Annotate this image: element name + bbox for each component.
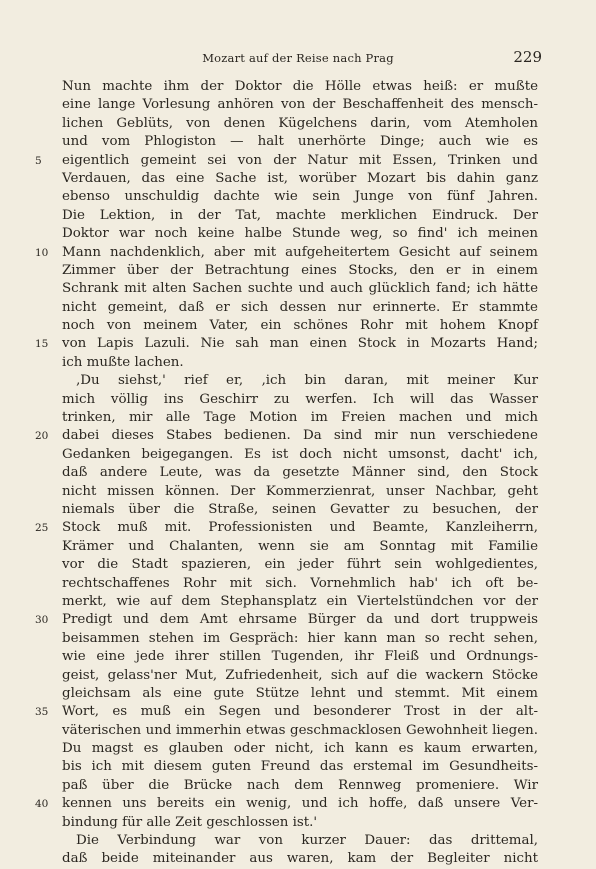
text-line: [62, 317, 538, 335]
text-line: [62, 648, 538, 666]
line-text: Gedanken beigegangen. Es ist doch nicht umsonst, dacht' ich,: [62, 446, 538, 462]
line-number: 20: [35, 430, 49, 443]
text-line: [62, 758, 538, 776]
line-text: väterischen und immerhin etwas geschmacklosen Gewohnheit liegen.: [62, 722, 538, 738]
line-text: mich völlig ins Geschirr zu werfen. Ich will das Wasser: [62, 391, 538, 407]
line-text: niemals über die Straße, seinen Gevatter zu besuchen, der: [62, 501, 538, 517]
line-text: Stock muß mit. Professionisten und Beamte, Kanzleiherrn,: [62, 520, 538, 536]
line-text: nicht gemeint, daß er sich dessen nur erinnerte. Er stammte: [62, 299, 538, 315]
text-line: [62, 593, 538, 611]
text-line: [62, 630, 538, 648]
text-line: [62, 464, 538, 482]
line-text: bindung für alle Zeit geschlossen ist.': [62, 814, 318, 830]
text-line: [62, 391, 538, 409]
line-text: merkt, wie auf dem Stephansplatz ein Viertelstündchen vor der: [62, 593, 538, 609]
text-line: [62, 538, 538, 556]
text-line: [62, 740, 538, 758]
line-text: Predigt und dem Amt ehrsame Bürger da und dort truppweis: [62, 612, 538, 628]
line-text: lichen Geblüts, von denen Kügelchens darin, vom Atemholen: [62, 115, 538, 131]
text-line: [62, 685, 538, 703]
line-text: bis ich mit diesem guten Freund das erstemal im Gesundheits-: [62, 759, 538, 775]
text-line: [62, 777, 538, 795]
line-text: wie eine jede ihrer stillen Tugenden, ihr Fleiß und Ordnungs-: [62, 649, 538, 665]
text-line: [62, 225, 538, 243]
text-line: [62, 96, 538, 114]
text-line: [62, 170, 538, 188]
text-line: [62, 354, 538, 372]
text-line: [62, 115, 538, 133]
line-text: Doktor war noch keine halbe Stunde weg, so find' ich meinen: [62, 226, 538, 242]
text-line: [62, 575, 538, 593]
line-text: ich mußte lachen.: [62, 354, 184, 370]
line-text: rechtschaffenes Rohr mit sich. Vornehmlich hab' ich oft be-: [62, 575, 538, 591]
line-text: Schrank mit alten Sachen suchte und auch glücklich fand; ich hätte: [62, 281, 538, 297]
line-number: 40: [35, 798, 49, 811]
line-text: nicht missen können. Der Kommerzienrat, unser Nachbar, geht: [62, 483, 538, 499]
text-line: [62, 78, 538, 96]
line-number: 30: [35, 614, 49, 627]
text-line: [62, 262, 538, 280]
text-line: [35, 795, 538, 813]
line-number: 25: [35, 522, 49, 535]
line-number: 35: [35, 706, 49, 719]
text-line: [62, 409, 538, 427]
line-text: Du magst es glauben oder nicht, ich kann es kaum erwarten,: [62, 741, 538, 757]
line-text: geist, gelass'ner Mut, Zufriedenheit, sich auf die wackern Stöcke: [62, 667, 538, 683]
line-text: von Lapis Lazuli. Nie sah man einen Stock in Mozarts Hand;: [62, 336, 538, 352]
line-text: paß über die Brücke nach dem Rennweg promeniere. Wir: [62, 777, 538, 793]
line-text: daß beide miteinander aus waren, kam der Begleiter nicht: [62, 851, 538, 867]
text-line: [62, 556, 538, 574]
text-line: [35, 703, 538, 721]
line-text: vor die Stadt spazieren, ein jeder führt sein wohlgedientes,: [62, 557, 538, 573]
line-text: ‚Du siehst,' rief er, ‚ich bin daran, mit meiner Kur: [76, 373, 538, 389]
line-text: dabei dieses Stabes bedienen. Da sind mir nun verschiedene: [62, 428, 538, 444]
text-line: [62, 207, 538, 225]
text-line: [62, 850, 538, 868]
line-text: Nun machte ihm der Doktor die Hölle etwas heiß: er mußte: [62, 79, 538, 94]
text-line: [35, 519, 538, 537]
line-text: Zimmer über der Betrachtung eines Stocks, den er in einem: [62, 262, 538, 278]
text-line: [62, 280, 538, 298]
line-number: 5: [35, 154, 42, 167]
running-title: Mozart auf der Reise nach Prag: [202, 51, 394, 65]
text-line: [35, 427, 538, 445]
text-line: [62, 372, 538, 390]
line-number: 15: [35, 338, 49, 351]
line-text: daß andere Leute, was da gesetzte Männer sind, den Stock: [62, 465, 538, 481]
line-number: 10: [35, 246, 49, 259]
text-line: [62, 667, 538, 685]
line-text: Wort, es muß ein Segen und besonderer Trost in der alt-: [62, 704, 538, 720]
line-text: noch von meinem Vater, ein schönes Rohr mit hohem Knopf: [62, 318, 538, 334]
page-header: [60, 48, 542, 68]
line-text: und vom Phlogiston — halt unerhörte Dinge; auch wie es: [62, 134, 538, 150]
body-text: [35, 78, 538, 869]
line-text: beisammen stehen im Gespräch: hier kann man so recht sehen,: [62, 630, 538, 646]
text-line: [62, 446, 538, 464]
line-text: Verdauen, das eine Sache ist, worüber Mozart bis dahin ganz: [62, 170, 538, 186]
line-text: Die Lektion, in der Tat, machte merklichen Eindruck. Der: [62, 207, 538, 223]
text-line: [35, 244, 538, 262]
line-text: eigentlich gemeint sei von der Natur mit Essen, Trinken und: [62, 152, 538, 168]
line-text: ebenso unschuldig dachte wie sein Junge von fünf Jahren.: [62, 189, 538, 205]
line-text: kennen uns bereits ein wenig, und ich hoffe, daß unsere Ver-: [62, 796, 538, 812]
text-line: [62, 188, 538, 206]
text-line: [62, 722, 538, 740]
text-line: [62, 501, 538, 519]
text-line: [62, 483, 538, 501]
text-line: [62, 814, 538, 832]
line-text: Krämer und Chalanten, wenn sie am Sonntag mit Familie: [62, 538, 538, 554]
text-line: [62, 832, 538, 850]
page-number: 229: [513, 48, 542, 66]
line-text: eine lange Vorlesung anhören von der Beschaffenheit des mensch-: [62, 97, 538, 113]
line-text: Die Verbindung war von kurzer Dauer: das drittemal,: [76, 833, 538, 849]
line-text: Mann nachdenklich, aber mit aufgeheitertem Gesicht auf seinem: [62, 244, 538, 260]
line-text: trinken, mir alle Tage Motion im Freien machen und mich: [62, 410, 538, 426]
text-line: [35, 335, 538, 353]
text-line: [35, 152, 538, 170]
text-line: [62, 299, 538, 317]
text-line: [35, 611, 538, 629]
line-text: gleichsam als eine gute Stütze lehnt und stemmt. Mit einem: [62, 685, 538, 701]
text-line: [62, 133, 538, 151]
